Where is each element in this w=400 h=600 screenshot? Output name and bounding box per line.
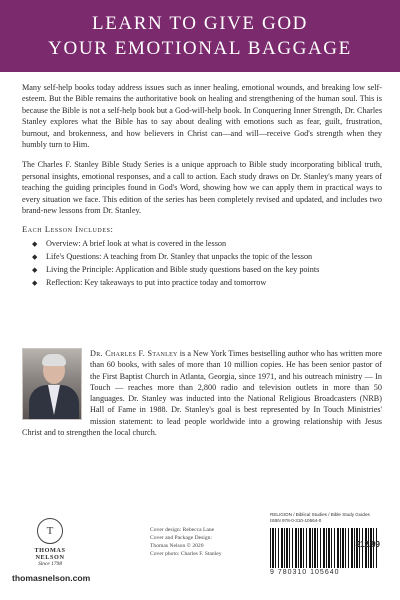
lesson-item-text: Overview: A brief look at what is covered in the lesson (46, 239, 227, 249)
back-cover-footer (0, 490, 400, 600)
author-photo (22, 348, 82, 420)
list-item (32, 251, 382, 263)
cover-headline (48, 11, 352, 61)
credit-line: Thomas Nelson © 2020 (150, 543, 204, 549)
lesson-heading: Each Lesson Includes: (22, 225, 114, 235)
author-name: Dr. Charles F. Stanley (90, 349, 178, 358)
credit-line: Cover and Package Design: (150, 535, 212, 541)
credit-line: Cover design: Rebecca Lane (150, 527, 215, 533)
publisher-since: Since 1798 (38, 561, 62, 567)
intro-paragraph-2: The Charles F. Stanley Bible Study Series is a unique approach to Bible study incorporating biblical truth, personal insights, emotional responses, and a call to action. Each study draws on Dr. Stanley's many years of teaching the guiding principles found in God's Word, showing how we can apply them in practical ways to every situation we face. This edition of the series has been completely revised and updated, and includes two brand-new lessons from Dr. Stanley. (22, 160, 382, 216)
publisher-logo-icon: T (37, 518, 63, 544)
bullet-icon: ◆ (32, 240, 38, 249)
lesson-item-text: Life's Questions: A teaching from Dr. Stanley that unpacks the topic of the lesson (46, 252, 313, 262)
price-label: $12.99 (355, 540, 380, 549)
credit-line: Cover photo: Charles F. Stanley (150, 551, 222, 557)
publisher-url[interactable]: thomasnelson.com (12, 573, 91, 583)
lesson-item-text: Reflection: Key takeaways to put into practice today and tomorrow (46, 278, 267, 288)
header-band (0, 0, 400, 72)
list-item (32, 238, 382, 250)
isbn-digits: 9 780310 105640 (270, 569, 340, 576)
barcode-area (270, 512, 380, 576)
headline-line-2: YOUR EMOTIONAL BAGGAGE (48, 38, 352, 59)
cover-credits (150, 526, 260, 558)
list-item (32, 264, 382, 276)
main-content (22, 82, 382, 297)
barcode-isbn-line: ISBN 978-0-310-10564-0 (270, 518, 322, 523)
bullet-icon: ◆ (32, 279, 38, 288)
lesson-list (32, 238, 382, 289)
bullet-icon: ◆ (32, 253, 38, 262)
lesson-item-text: Living the Principle: Application and Bible study questions based on the key points (46, 265, 320, 275)
author-bio-text: is a New York Times bestselling author who has written more than 60 books, with sales of more than 10 million copies. He has been senior pastor of the First Baptist Church in Atlanta, Georgia, since 1971, and his outreach ministry — In Touch — reaches more than 2,800 radio and television outlets in more than 50 languages. Dr. Stanley was inducted into the National Religious Broadcasters (NRB) Hall of Fame in 1988. Dr. Stanley's goal is best represented by In Touch Ministries' mission statement: to lead people worldwide into a growing relationship with Jesus Christ and to strengthen the local church. (22, 349, 383, 438)
publisher-logo (24, 518, 76, 567)
bullet-icon: ◆ (32, 266, 38, 275)
headline-line-1: LEARN TO GIVE GOD (92, 13, 308, 34)
author-photo-hair (42, 354, 66, 366)
author-block (22, 348, 382, 438)
publisher-name: THOMAS NELSON (34, 547, 66, 561)
list-item (32, 277, 382, 289)
barcode-category: RELIGION / Biblical Studies / Bible Study Guides (270, 512, 370, 517)
intro-paragraph-1: Many self-help books today address issues such as inner healing, emotional wounds, and breaking low self-esteem. But the Bible remains the authoritative book on healing and strengthening of the human soul. This is because the Bible is not a self-help book but a God-will-help book. In Conquering Inner Strength, Dr. Charles Stanley explores what the Bible has to say about dealing with emotions such as fear, guilt, frustration, burnout, and brokenness, and how believers in Christ can—and will—receive God's strength when they humbly turn to Him. (22, 83, 382, 150)
